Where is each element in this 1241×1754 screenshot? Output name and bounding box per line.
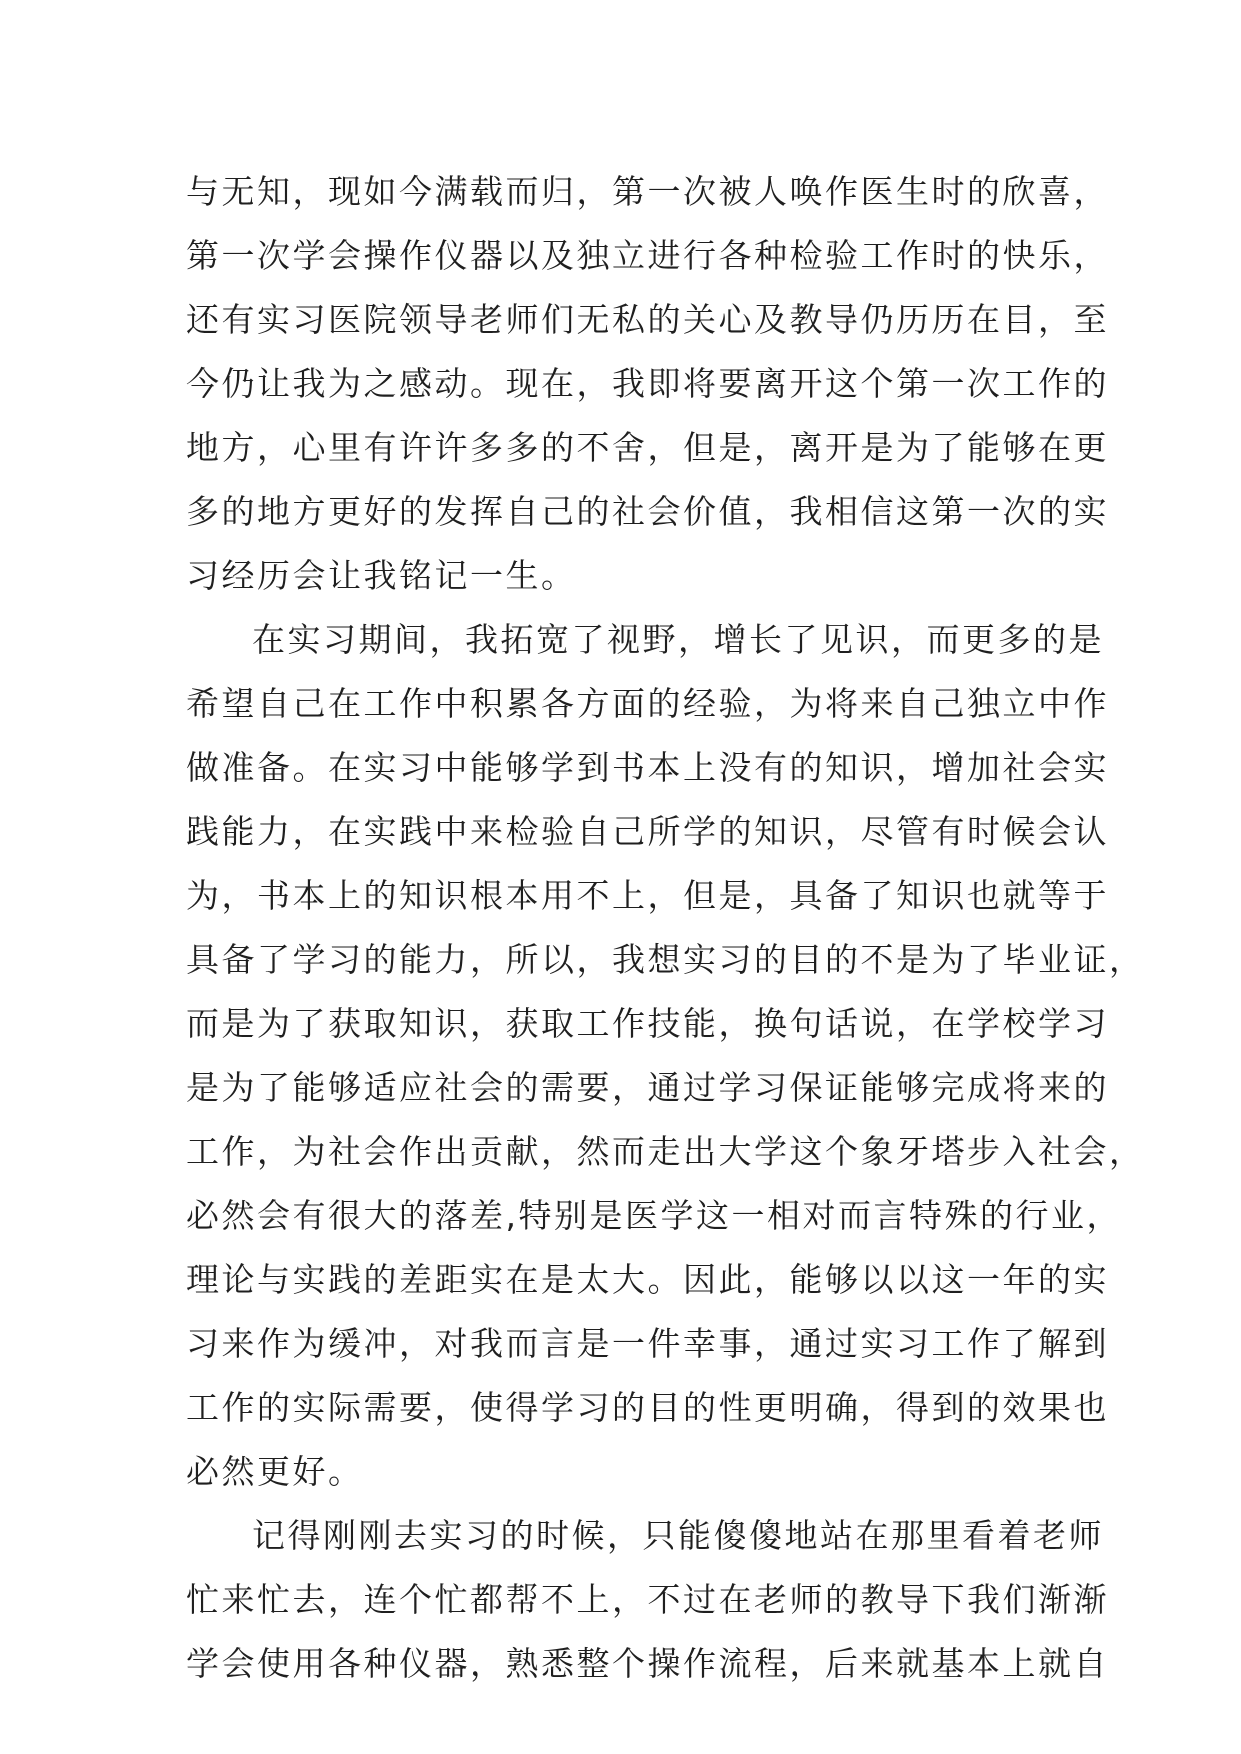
text-line: 今仍让我为之感动。现在，我即将要离开这个第一次工作的 (186, 364, 1109, 403)
text-line: 多的地方更好的发挥自己的社会价值，我相信这第一次的实 (186, 492, 1109, 531)
text-line: 学会使用各种仪器，熟悉整个操作流程，后来就基本上就自 (186, 1644, 1109, 1683)
text-line: 具备了学习的能力，所以，我想实习的目的不是为了毕业证， (186, 940, 1145, 979)
paragraph (186, 160, 1109, 608)
text-line: 践能力，在实践中来检验自己所学的知识，尽管有时候会认 (186, 812, 1109, 851)
text-line: 理论与实践的差距实在是太大。因此，能够以以这一年的实 (186, 1260, 1109, 1299)
paragraph (186, 608, 1145, 1504)
text-line: 必然更好。 (186, 1452, 364, 1491)
text-line: 地方，心里有许许多多的不舍，但是，离开是为了能够在更 (186, 428, 1109, 467)
paragraph (186, 1504, 1109, 1696)
text-line: 做准备。在实习中能够学到书本上没有的知识，增加社会实 (186, 748, 1109, 787)
text-line: 习经历会让我铭记一生。 (186, 556, 577, 595)
text-line: 与无知，现如今满载而归，第一次被人唤作医生时的欣喜， (186, 172, 1109, 211)
text-line: 是为了能够适应社会的需要，通过学习保证能够完成将来的 (186, 1068, 1109, 1107)
text-line: 而是为了获取知识，获取工作技能，换句话说，在学校学习 (186, 1004, 1109, 1043)
text-line: 习来作为缓冲，对我而言是一件幸事，通过实习工作了解到 (186, 1324, 1109, 1363)
text-line: 在实习期间，我拓宽了视野，增长了见识，而更多的是 (252, 620, 1104, 659)
text-line: 记得刚刚去实习的时候，只能傻傻地站在那里看着老师 (252, 1516, 1104, 1555)
text-line: 希望自己在工作中积累各方面的经验，为将来自己独立中作 (186, 684, 1109, 723)
text-line: 还有实习医院领导老师们无私的关心及教导仍历历在目，至 (186, 300, 1109, 339)
text-line: 工作，为社会作出贡献，然而走出大学这个象牙塔步入社会， (186, 1132, 1145, 1171)
text-line: 必然会有很大的落差,特别是医学这一相对而言特殊的行业， (186, 1196, 1122, 1235)
text-line: 忙来忙去，连个忙都帮不上，不过在老师的教导下我们渐渐 (186, 1580, 1109, 1619)
body-text (186, 160, 1145, 1696)
text-line: 工作的实际需要，使得学习的目的性更明确，得到的效果也 (186, 1388, 1109, 1427)
text-line: 第一次学会操作仪器以及独立进行各种检验工作时的快乐， (186, 236, 1109, 275)
text-line: 为，书本上的知识根本用不上，但是，具备了知识也就等于 (186, 876, 1109, 915)
